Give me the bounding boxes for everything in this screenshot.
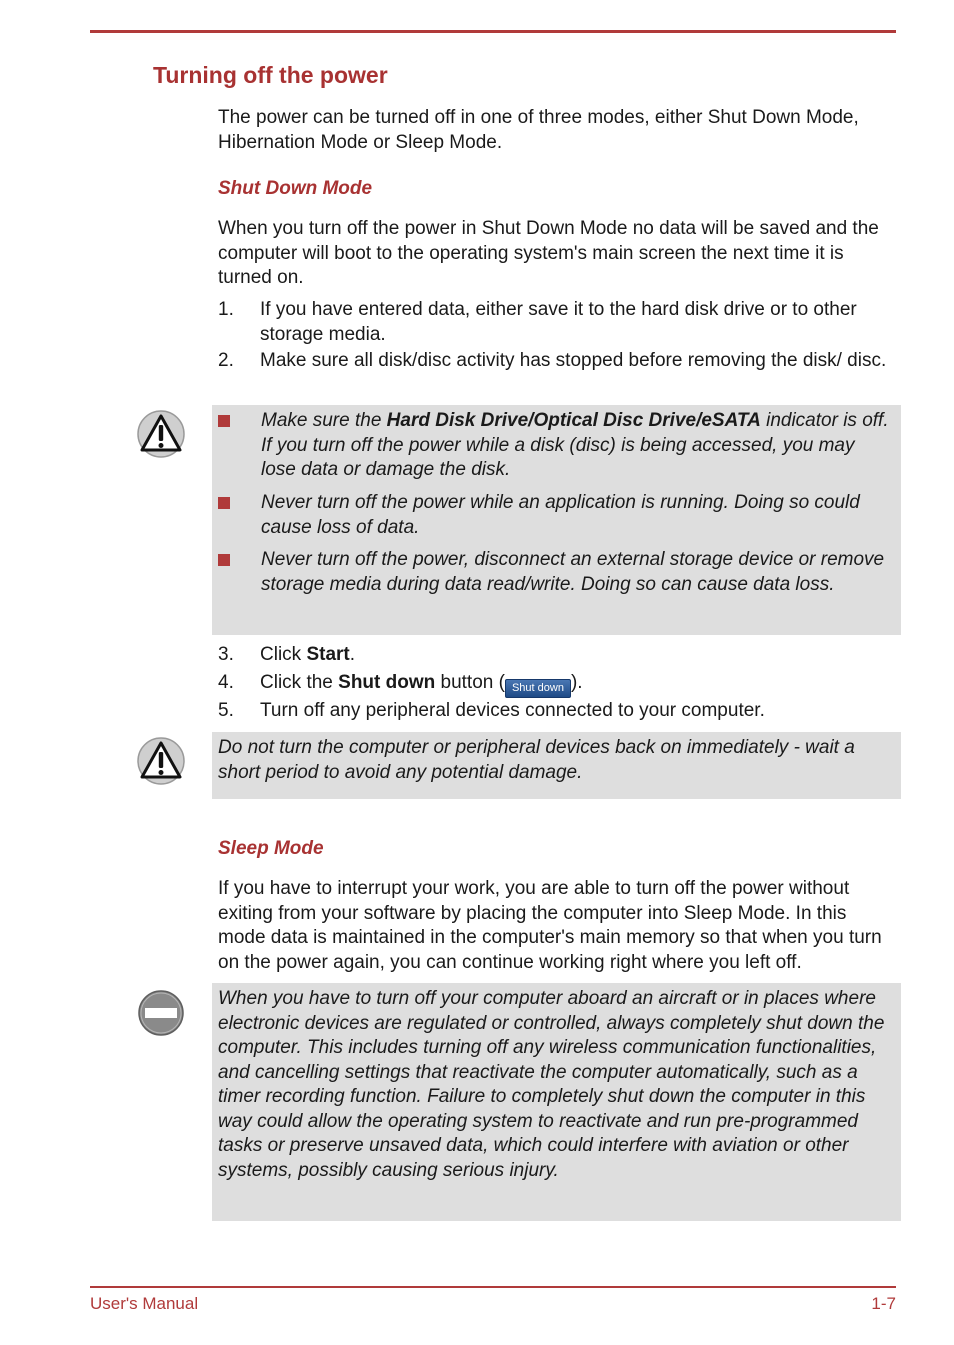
prohibition-icon	[136, 988, 186, 1038]
step-number: 4.	[218, 672, 234, 693]
shutdown-description: When you turn off the power in Shut Down Mode no data will be saved and the computer will boot to the operating system's main screen the next time it is turned on.	[218, 218, 879, 288]
footer-title: User's Manual	[90, 1294, 199, 1313]
step-text-part: Click	[260, 644, 307, 665]
shut-down-label: Shut down	[338, 672, 436, 693]
step-text-part: .	[349, 644, 356, 665]
step-number: 5.	[218, 700, 234, 721]
caution-emphasis: Hard Disk Drive/Optical Disc Drive/eSATA	[386, 410, 761, 431]
caution-bullet-2: Never turn off the power while an application is running. Doing so could cause loss of data.	[261, 492, 860, 538]
warning-text: When you have to turn off your computer aboard an aircraft or in places where electronic devices are regulated or controlled, always completely shut down the computer. This includes turning off any wireless communication functionalities, and cancelling settings that reactivate the computer automatically, such as a timer recording function. Failure to completely shut down the computer in this way could allow the operating system to reactivate and run pre-programmed tasks or preserve unsaved data, which could interfere with aviation or other systems, possibly causing serious injury.	[218, 988, 885, 1181]
caution-box-restart	[212, 732, 901, 799]
shutdown-heading: Shut Down Mode	[218, 178, 373, 199]
shut-down-button-image: Shut down	[505, 679, 571, 698]
bullet-marker	[218, 554, 230, 566]
sleep-description: If you have to interrupt your work, you are able to turn off the power without exiting from your software by placing the computer into Sleep Mode. In this mode data is maintained in the computer's main memory so that when you turn on the power again, you can continue working right where you left off.	[218, 878, 882, 973]
step-number: 2.	[218, 350, 234, 371]
step-text: Make sure all disk/disc activity has stopped before removing the disk/ disc.	[260, 350, 887, 371]
step-text-part: ).	[570, 672, 583, 693]
caution-text: Do not turn the computer or peripheral devices back on immediately - wait a short period to avoid any potential damage.	[218, 737, 855, 783]
step-text	[260, 671, 890, 698]
step-number: 1.	[218, 299, 234, 320]
page-number: 1-7	[871, 1294, 896, 1313]
warning-box-aircraft	[212, 983, 901, 1221]
caution-box-disk	[212, 405, 901, 635]
caution-text: indicator is off. If you turn off the power while a disk (disc) is being accessed, you may lose data or damage the disk.	[261, 410, 889, 480]
top-rule	[90, 30, 896, 33]
step-text-part: Click the	[260, 672, 339, 693]
warning-triangle-icon	[136, 736, 186, 786]
bullet-marker	[218, 415, 230, 427]
caution-bullet-1	[261, 409, 891, 483]
bullet-marker	[218, 497, 230, 509]
page-title: Turning off the power	[153, 62, 388, 88]
warning-triangle-icon	[136, 409, 186, 459]
step-text-part: button (	[435, 672, 505, 693]
sleep-heading: Sleep Mode	[218, 838, 324, 859]
caution-text: Make sure the	[261, 410, 387, 431]
caution-bullet-3: Never turn off the power, disconnect an external storage device or remove storage media during data read/write. Doing so can cause data loss.	[261, 549, 885, 595]
intro-paragraph: The power can be turned off in one of three modes, either Shut Down Mode, Hibernation Mode or Sleep Mode.	[218, 107, 859, 153]
step-text: Turn off any peripheral devices connected to your computer.	[260, 700, 765, 721]
step-text	[260, 643, 890, 668]
start-label: Start	[306, 644, 350, 665]
step-number: 3.	[218, 644, 234, 665]
step-text: If you have entered data, either save it to the hard disk drive or to other storage media.	[260, 299, 857, 345]
bottom-rule	[90, 1286, 896, 1288]
